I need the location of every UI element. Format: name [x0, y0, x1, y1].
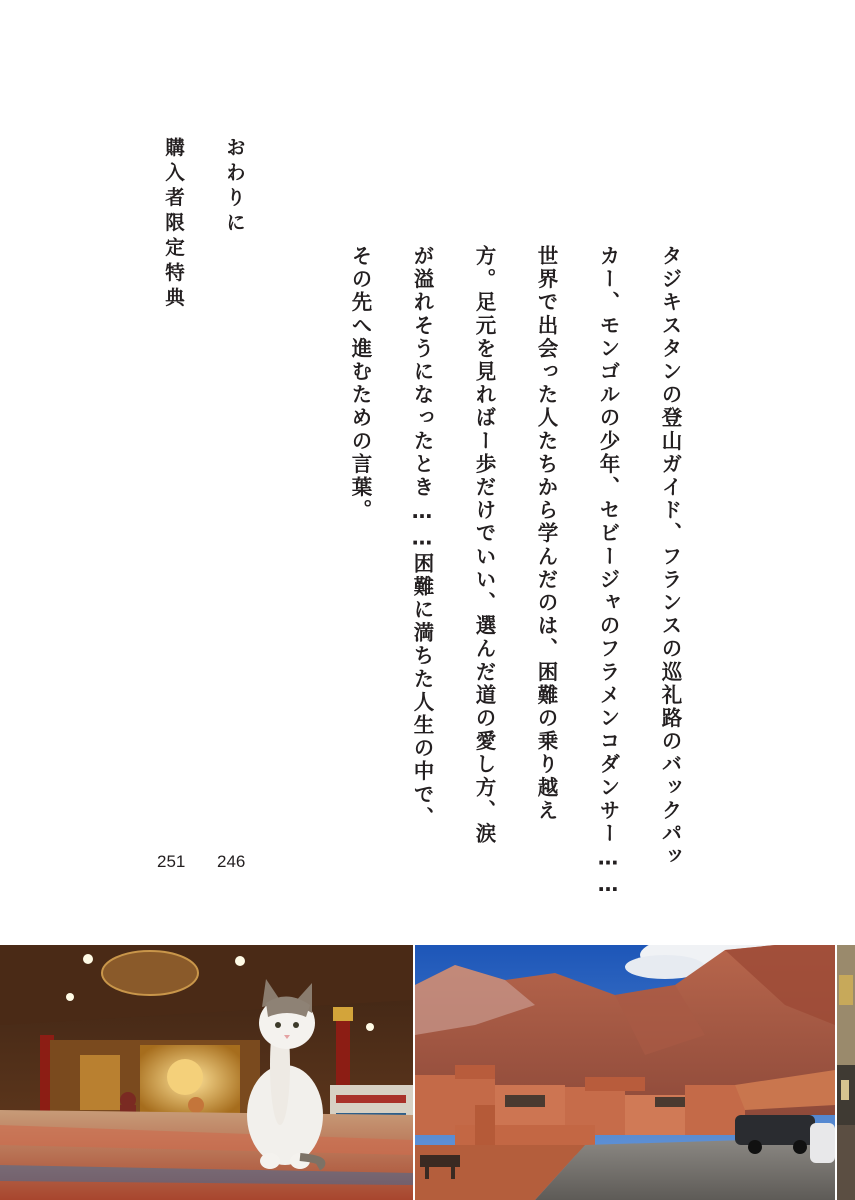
body-line-3: 世界で出会った人たちから学んだのは、困難の乗り越え — [534, 245, 558, 823]
body-line-2: カー、モンゴルの少年、セビージャのフラメンコダンサー…… — [596, 245, 620, 899]
street-photo-edge — [837, 945, 855, 1200]
toc-title-bonus: 購入者限定特典 — [162, 137, 185, 312]
photo-strip — [0, 945, 855, 1200]
cat-in-temple-photo — [0, 945, 413, 1200]
body-line-1: タジキスタンの登山ガイド、フランスの巡礼路のバックパッ — [658, 245, 682, 869]
body-line-6: その先へ進むための言葉。 — [348, 245, 372, 523]
toc-page-bonus: 251 — [157, 852, 186, 871]
body-line-5: が溢れそうになったとき……困難に満ちた人生の中で、 — [410, 245, 434, 830]
adobe-buildings-red-mountains-photo — [415, 945, 835, 1200]
toc-page-owarini: 246 — [217, 852, 246, 871]
toc-title-owarini: おわりに — [223, 137, 246, 237]
body-line-4: 方。足元を見ればー歩だけでいい、選んだ道の愛し方、涙 — [472, 245, 496, 846]
